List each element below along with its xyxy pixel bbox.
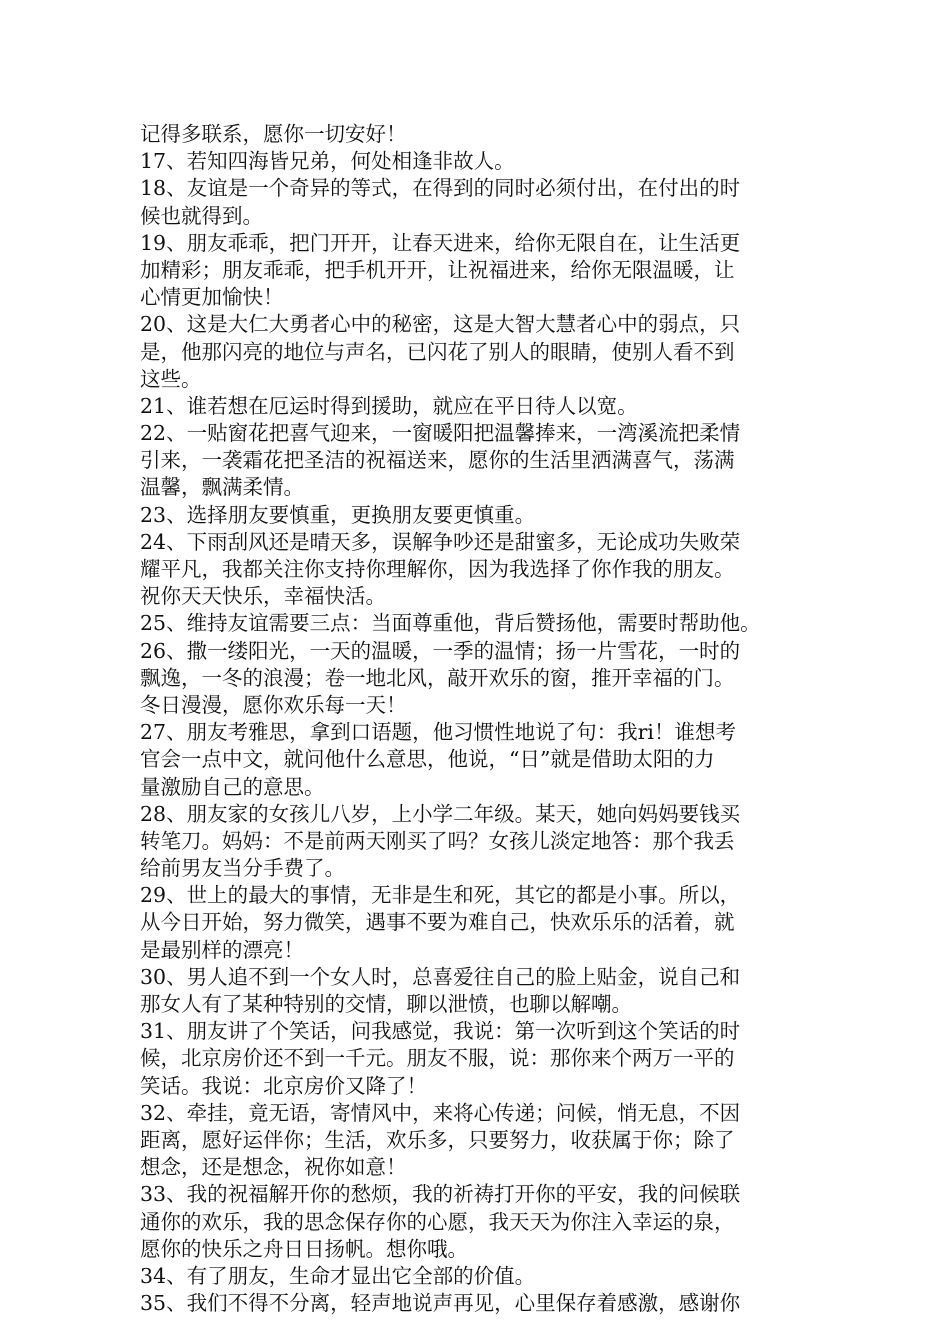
text-line: 引来，一袭霜花把圣洁的祝福送来，愿你的生活里洒满喜气，荡满	[140, 448, 735, 473]
text-line: 是，他那闪亮的地位与声名，已闪花了别人的眼睛，使别人看不到	[140, 339, 735, 364]
text-line: 给前男友当分手费了。	[140, 856, 345, 881]
text-line: 冬日漫漫，愿你欢乐每一天！	[140, 692, 407, 717]
text-line: 那女人有了某种特别的交情，聊以泄愤，也聊以解嘲。	[140, 992, 632, 1016]
text-line: 飘逸，一冬的浪漫；卷一地北风，敲开欢乐的窗，推开幸福的门。	[140, 665, 735, 690]
text-line: 通你的欢乐，我的思念保存你的心愿，我天天为你注入幸运的泉，	[140, 1209, 735, 1234]
text-line: 愿你的快乐之舟日日扬帆。想你哦。	[140, 1236, 468, 1261]
text-line: 候也就得到。	[140, 203, 263, 228]
text-line: 18、友谊是一个奇异的等式，在得到的同时必须付出，在付出的时	[140, 176, 741, 201]
text-line: 转笔刀。妈妈：不是前两天刚买了吗？女孩儿淡定地答：那个我丢	[140, 828, 735, 853]
text-line: 加精彩；朋友乖乖，把手机开开，让祝福进来，给你无限温暖，让	[140, 257, 735, 282]
text-line: 22、一贴窗花把喜气迎来，一窗暖阳把温馨捧来，一湾溪流把柔情	[140, 421, 741, 446]
text-line: 27、朋友考雅思，拿到口语题，他习惯性地说了句：我ri！谁想考	[140, 720, 736, 745]
text-line: 量激励自己的意思。	[140, 774, 325, 799]
text-line: 这些。	[140, 366, 202, 391]
text-line: 17、若知四海皆兄弟，何处相逢非故人。	[140, 149, 515, 174]
text-line: 31、朋友讲了个笑话，问我感觉，我说：第一次听到这个笑话的时	[140, 1019, 741, 1044]
text-line: 34、有了朋友，生命才显出它全部的价值。	[140, 1263, 536, 1288]
text-line: 19、朋友乖乖，把门开开，让春天进来，给你无限自在，让生活更	[140, 230, 741, 255]
text-line: 是最别样的漂亮！	[140, 937, 304, 962]
text-line: 记得多联系，愿你一切安好！	[140, 122, 407, 146]
text-line: 笑话。我说：北京房价又降了！	[140, 1073, 427, 1098]
text-line: 祝你天天快乐，幸福快活。	[140, 584, 386, 609]
text-line: 从今日开始，努力微笑，遇事不要为难自己，快欢乐乐的活着，就	[140, 910, 735, 935]
text-line: 33、我的祝福解开你的愁烦，我的祈祷打开你的平安，我的问候联	[140, 1182, 741, 1207]
text-line: 28、朋友家的女孩儿八岁，上小学二年级。某天，她向妈妈要钱买	[140, 801, 741, 826]
text-line: 26、撒一缕阳光，一天的温暖，一季的温情；扬一片雪花，一时的	[140, 638, 741, 663]
text-line: 30、男人追不到一个女人时，总喜爱往自己的脸上贴金，说自己和	[140, 964, 741, 989]
text-line: 想念，还是想念，祝你如意！	[140, 1155, 407, 1180]
text-line: 24、下雨刮风还是晴天多，误解争吵还是甜蜜多，无论成功失败荣	[140, 529, 741, 554]
document-body	[140, 121, 810, 1317]
text-line: 20、这是大仁大勇者心中的秘密，这是大智大慧者心中的弱点，只	[140, 312, 741, 337]
text-line: 温馨，飘满柔情。	[140, 475, 304, 500]
text-line: 21、谁若想在厄运时得到援助，就应在平日待人以宽。	[140, 393, 638, 418]
text-line: 32、牵挂，竟无语，寄情风中，来将心传递；问候，悄无息，不因	[140, 1100, 741, 1125]
text-line: 23、选择朋友要慎重，更换朋友要更慎重。	[140, 502, 536, 527]
text-line: 25、维持友谊需要三点：当面尊重他，背后赞扬他，需要时帮助他。	[140, 611, 761, 636]
text-line: 候，北京房价还不到一千元。朋友不服，说：那你来个两万一平的	[140, 1046, 735, 1071]
text-line: 35、我们不得不分离，轻声地说声再见，心里保存着感激，感谢你	[140, 1291, 741, 1316]
text-line: 29、世上的最大的事情，无非是生和死，其它的都是小事。所以，	[140, 883, 741, 908]
text-line: 心情更加愉快！	[140, 285, 284, 310]
text-line: 耀平凡，我都关注你支持你理解你，因为我选择了你作我的朋友。	[140, 557, 735, 581]
text-line: 官会一点中文，就问他什么意思，他说，“日”就是借助太阳的力	[140, 747, 715, 772]
text-line: 距离，愿好运伴你；生活，欢乐多，只要努力，收获属于你；除了	[140, 1127, 735, 1152]
